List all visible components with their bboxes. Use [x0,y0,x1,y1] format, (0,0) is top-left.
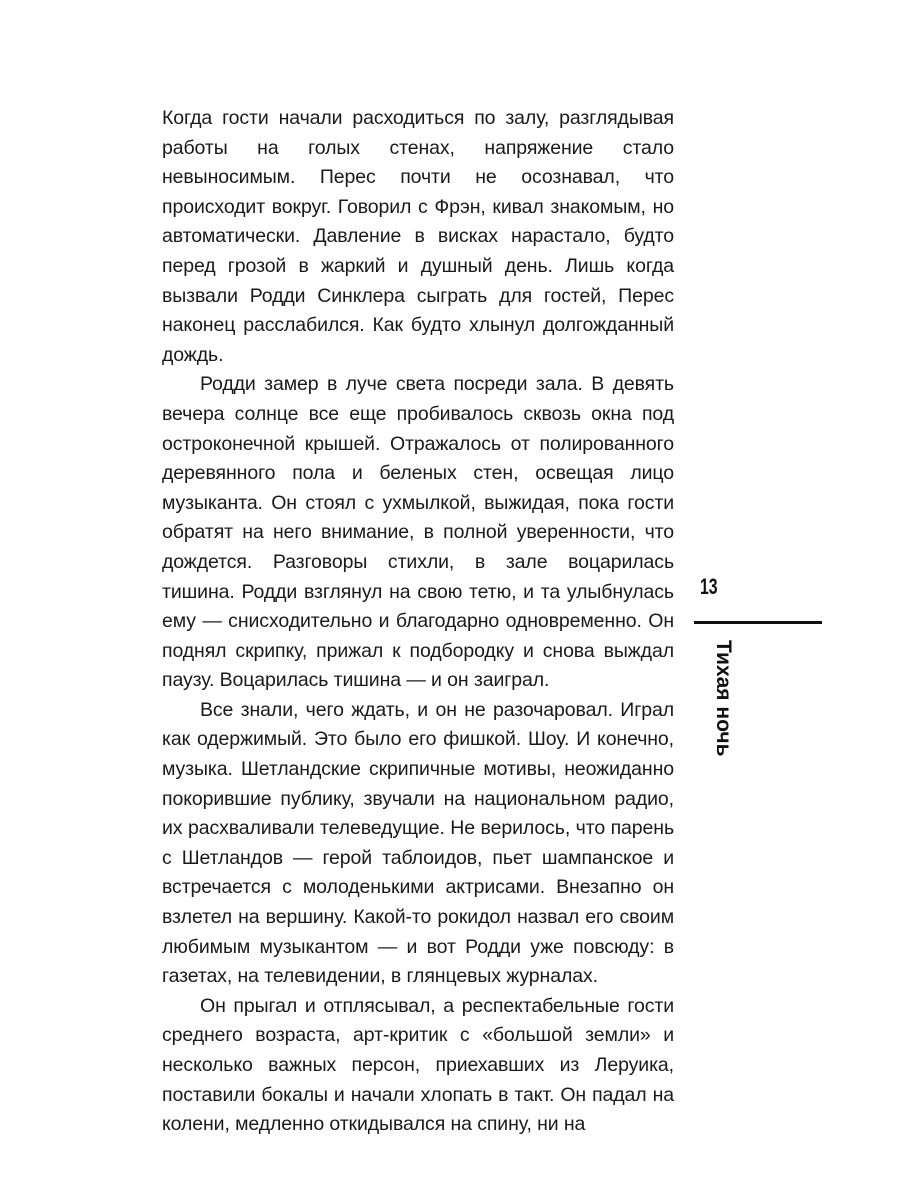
running-title: Тихая ночь [712,640,735,757]
paragraph-1: Когда гости начали расходиться по залу, разглядывая работы на голых стенах, напряжение стало невыносимым. Перес почти не осознавал, что происходит вокруг. Говорил с Фрэн, кивал знакомым, но автоматически. Давление в висках нарастало, будто перед грозой в жаркий и душный день. Лишь когда вызвали Родди Синклера сыграть для гостей, Перес наконец расслабился. Как будто хлынул долгожданный дождь. [162,107,674,366]
paragraph-2: Родди замер в луче света посреди зала. В девять вечера солнце все еще пробивалось сквозь окна под остроконечной крышей. Отражалось от полированного деревянного пола и беленых стен, освещая лицо музыканта. Он стоял с ухмылкой, выжидая, пока гости обратят на него внимание, в полной уверенности, что дождется. Разговоры стихли, в зале воцарилась тишина. Родди взглянул на свою тетю, и та улыбнулась ему — снисходительно и благодарно одновременно. Он поднял скрипку, прижал к подбородку и снова выждал паузу. Воцарилась тишина — и он заиграл. [162,373,674,692]
paragraph-3: Все знали, чего ждать, и он не разочаровал. Играл как одержимый. Это было его фишкой. Шоу. И конечно, музыка. Шетландские скрипичные мотивы, неожиданно покорившие публику, звучали на национальном радио, их расхваливали телеведущие. Не верилось, что парень с Шетландов — герой таблоидов, пьет шампанское и встречается с молоденькими актрисами. Внезапно он взлетел на вершину. Какой-то рокидол назвал его своим любимым музыкантом — и вот Родди уже повсюду: в газетах, на телевидении, в глянцевых журналах. [162,698,674,988]
paragraph-4: Он прыгал и отплясывал, а респектабельные гости среднего возраста, арт-критик с «большой земли» и несколько важных персон, приехавших из Леруика, поставили бокалы и начали хлопать в такт. Он падал на колени, медленно откидывался на спину, ни на [162,994,674,1136]
body-text [162,104,674,1140]
margin-divider [694,621,822,624]
page-number: 13 [700,574,718,599]
